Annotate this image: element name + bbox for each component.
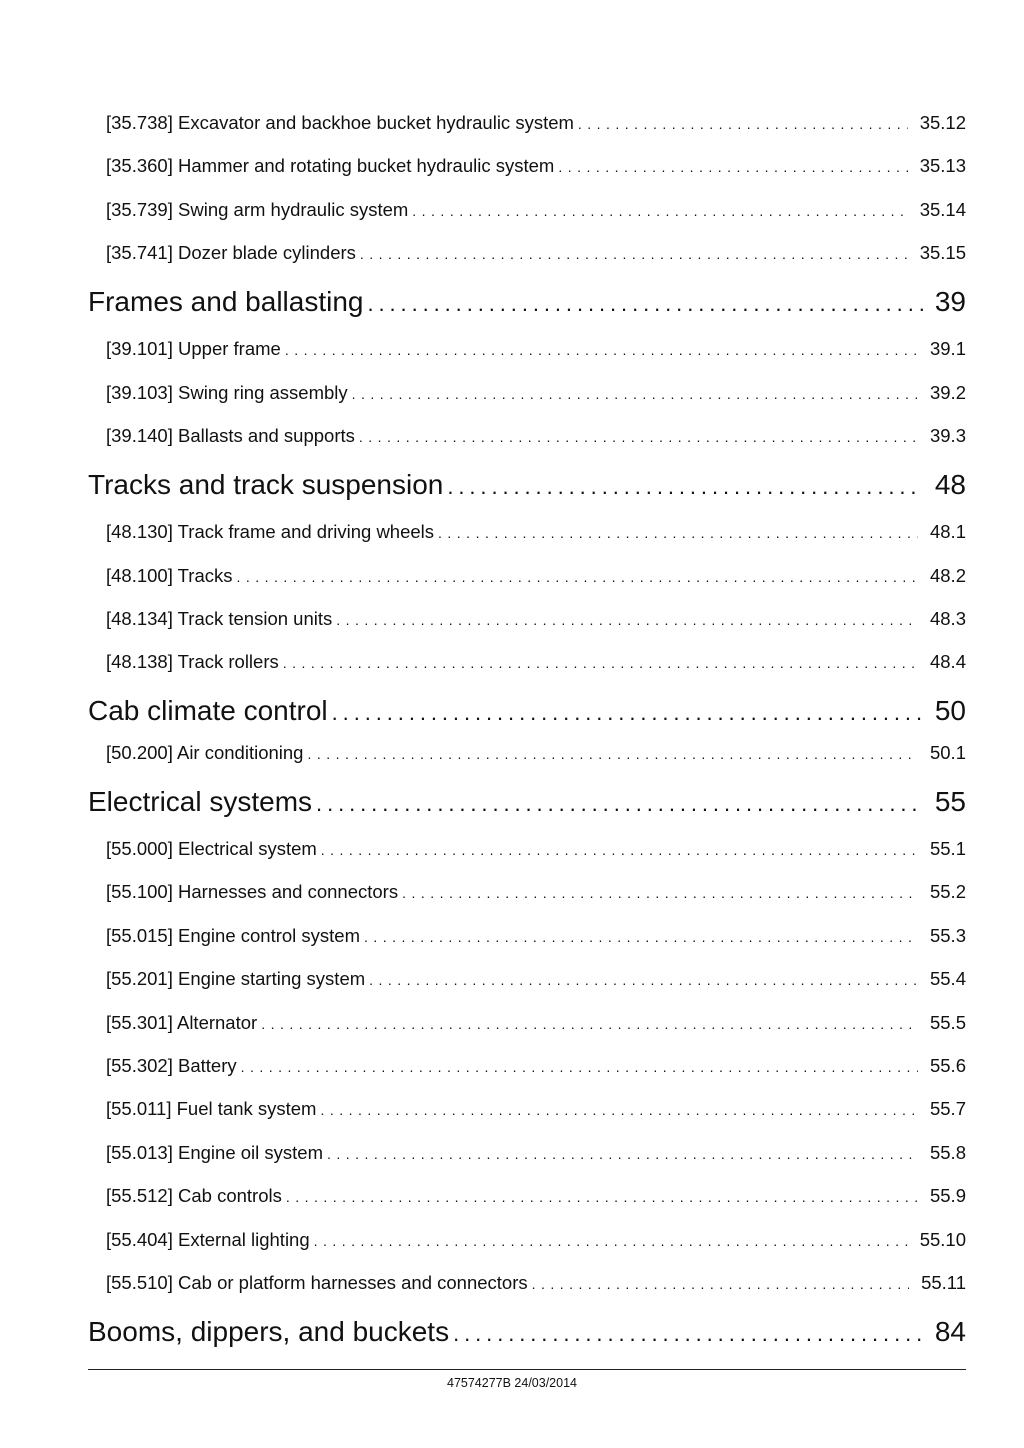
leader-dots xyxy=(352,386,918,402)
toc-entry[interactable] xyxy=(106,199,966,221)
toc-entry[interactable] xyxy=(106,881,966,903)
toc-entry[interactable] xyxy=(106,1142,966,1164)
leader-dots xyxy=(360,246,908,262)
toc-entry-label: [55.404] External lighting xyxy=(106,1229,310,1250)
toc-section-label: Cab climate control xyxy=(88,695,328,726)
toc-section[interactable] xyxy=(88,286,966,318)
toc-entry[interactable] xyxy=(106,338,966,360)
toc-section-page: 48 xyxy=(934,469,966,500)
toc-entry-page: 55.10 xyxy=(919,1229,966,1250)
toc-entry-label: [48.138] Track rollers xyxy=(106,651,279,672)
toc-entry-page: 48.1 xyxy=(929,521,966,542)
toc-entry-page: 35.13 xyxy=(919,155,966,176)
toc-entry[interactable] xyxy=(106,1098,966,1120)
footer-document-id: 47574277B 24/03/2014 xyxy=(447,1376,577,1390)
toc-entry[interactable] xyxy=(106,742,966,764)
toc-entry-page: 35.14 xyxy=(919,199,966,220)
toc-section-page: 84 xyxy=(934,1316,966,1347)
toc-entry-page: 55.3 xyxy=(929,925,966,946)
leader-dots xyxy=(261,1016,918,1032)
leader-dots xyxy=(367,291,922,317)
toc-entry-page: 55.9 xyxy=(929,1185,966,1206)
toc-entry-label: [39.140] Ballasts and supports xyxy=(106,425,355,446)
toc-entry[interactable] xyxy=(106,521,966,543)
toc-entry-label: [35.739] Swing arm hydraulic system xyxy=(106,199,409,220)
toc-entry-label: [48.100] Tracks xyxy=(106,565,233,586)
toc-entry[interactable] xyxy=(106,968,966,990)
toc-section-page: 50 xyxy=(934,695,966,726)
leader-dots xyxy=(578,116,908,132)
toc-entry-page: 55.4 xyxy=(929,968,966,989)
toc-entry-page: 39.2 xyxy=(929,382,966,403)
toc-entry-label: [55.512] Cab controls xyxy=(106,1185,282,1206)
toc-section-page: 55 xyxy=(934,786,966,817)
toc-entry-page: 48.3 xyxy=(929,608,966,629)
toc-entry-label: [55.100] Harnesses and connectors xyxy=(106,881,399,902)
toc-entry[interactable] xyxy=(106,1272,966,1294)
toc-entry[interactable] xyxy=(106,382,966,404)
toc-entry[interactable] xyxy=(106,1185,966,1207)
toc-entry[interactable] xyxy=(106,651,966,673)
toc-entry-label: [39.101] Upper frame xyxy=(106,338,281,359)
leader-dots xyxy=(447,474,922,500)
toc-entry-label: [35.738] Excavator and backhoe bucket hydraulic system xyxy=(106,112,574,133)
toc-entry-label: [48.130] Track frame and driving wheels xyxy=(106,521,435,542)
toc-entry-label: [55.011] Fuel tank system xyxy=(106,1098,317,1119)
toc-entry[interactable] xyxy=(106,925,966,947)
leader-dots xyxy=(332,700,923,726)
toc-entry-page: 50.1 xyxy=(929,742,966,763)
toc-entry-page: 35.12 xyxy=(919,112,966,133)
toc-section[interactable] xyxy=(88,695,966,727)
toc-entry-page: 55.8 xyxy=(929,1142,966,1163)
toc-entry-page: 55.7 xyxy=(929,1098,966,1119)
leader-dots xyxy=(316,791,923,817)
leader-dots xyxy=(402,885,918,901)
toc-entry-label: [55.015] Engine control system xyxy=(106,925,361,946)
toc-section[interactable] xyxy=(88,469,966,501)
toc-entry-page: 55.11 xyxy=(921,1272,966,1293)
toc-entry[interactable] xyxy=(106,425,966,447)
leader-dots xyxy=(286,1189,918,1205)
toc-section-label: Booms, dippers, and buckets xyxy=(88,1316,450,1347)
toc-entry[interactable] xyxy=(106,242,966,264)
toc-entry-page: 39.3 xyxy=(929,425,966,446)
leader-dots xyxy=(558,159,907,175)
toc-entry[interactable] xyxy=(106,565,966,587)
leader-dots xyxy=(532,1276,909,1292)
toc-entry-label: [35.741] Dozer blade cylinders xyxy=(106,242,356,263)
toc-entry-label: [39.103] Swing ring assembly xyxy=(106,382,348,403)
leader-dots xyxy=(320,1102,918,1118)
toc-entry-label: [55.302] Battery xyxy=(106,1055,237,1076)
leader-dots xyxy=(307,746,918,762)
toc-entry-page: 48.4 xyxy=(929,651,966,672)
toc-entry-label: [55.013] Engine oil system xyxy=(106,1142,323,1163)
toc-section-label: Frames and ballasting xyxy=(88,286,364,317)
leader-dots xyxy=(453,1321,923,1347)
toc-section-page: 39 xyxy=(934,286,966,317)
toc-entry-label: [35.360] Hammer and rotating bucket hydraulic system xyxy=(106,155,555,176)
leader-dots xyxy=(364,929,918,945)
toc-entry-page: 35.15 xyxy=(919,242,966,263)
leader-dots xyxy=(236,569,918,585)
toc-entry[interactable] xyxy=(106,155,966,177)
toc-section[interactable] xyxy=(88,786,966,818)
toc-entry[interactable] xyxy=(106,1055,966,1077)
toc-entry-page: 55.1 xyxy=(929,838,966,859)
leader-dots xyxy=(285,342,918,358)
leader-dots xyxy=(321,842,918,858)
leader-dots xyxy=(359,429,918,445)
leader-dots xyxy=(314,1233,908,1249)
toc-entry[interactable] xyxy=(106,1229,966,1251)
leader-dots xyxy=(327,1146,918,1162)
toc-entry-label: [55.201] Engine starting system xyxy=(106,968,366,989)
leader-dots xyxy=(336,612,918,628)
leader-dots xyxy=(369,972,918,988)
toc-entry[interactable] xyxy=(106,112,966,134)
toc-section[interactable] xyxy=(88,1316,966,1348)
toc-entry-label: [55.301] Alternator xyxy=(106,1012,258,1033)
toc-entry[interactable] xyxy=(106,1012,966,1034)
leader-dots xyxy=(438,525,918,541)
toc-entry-label: [55.000] Electrical system xyxy=(106,838,317,859)
toc-entry-page: 55.2 xyxy=(929,881,966,902)
toc-entry-page: 39.1 xyxy=(929,338,966,359)
leader-dots xyxy=(283,655,918,671)
toc-entry-page: 55.5 xyxy=(929,1012,966,1033)
leader-dots xyxy=(412,203,907,219)
toc-entry-label: [48.134] Track tension units xyxy=(106,608,333,629)
toc-entry-label: [50.200] Air conditioning xyxy=(106,742,304,763)
footer-divider xyxy=(88,1369,966,1370)
toc-entry-label: [55.510] Cab or platform harnesses and connectors xyxy=(106,1272,528,1293)
toc-entry-page: 55.6 xyxy=(929,1055,966,1076)
toc-section-label: Tracks and track suspension xyxy=(88,469,444,500)
leader-dots xyxy=(241,1059,918,1075)
toc-section-label: Electrical systems xyxy=(88,786,313,817)
toc-entry[interactable] xyxy=(106,838,966,860)
toc-entry[interactable] xyxy=(106,608,966,630)
toc-entry-page: 48.2 xyxy=(929,565,966,586)
